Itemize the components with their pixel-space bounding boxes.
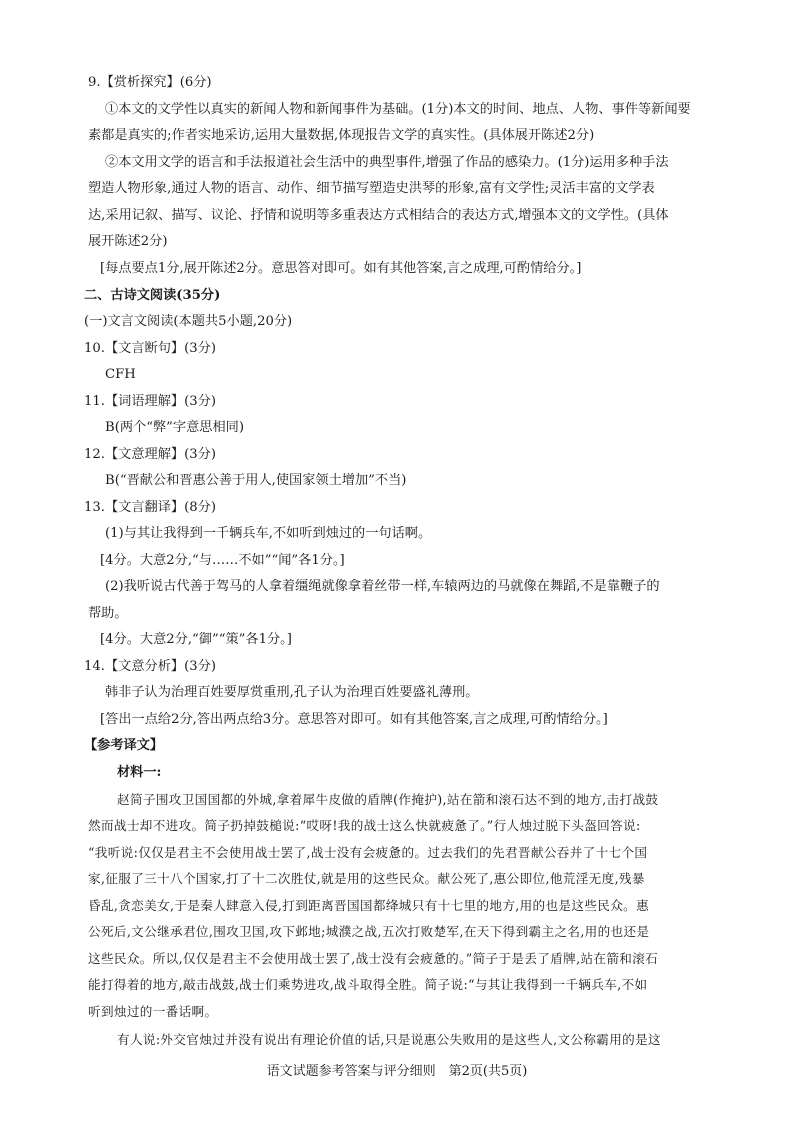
q9-scoring-note: [每点要点1分,展开陈述2分。意思答对即可。如有其他答案,言之成理,可酌情给分。] xyxy=(100,261,582,276)
q13-heading: 13.【文言翻译】(8分) xyxy=(84,500,216,515)
q9-line-6: 展开陈述2分) xyxy=(88,234,168,249)
q9-line-1: ①本文的文学性以真实的新闻人物和新闻事件为基础。(1分)本文的时间、地点、人物、事件等新闻要 xyxy=(105,102,691,117)
translation-line-4: 家,征服了三十八个国家,打了十二次胜仗,就是用的这些民众。献公死了,惠公即位,他荒淫无度,残暴 xyxy=(88,871,645,886)
q10-heading: 10.【文言断句】(3分) xyxy=(84,341,216,356)
q13-line-2: (2)我听说古代善于驾马的人拿着缰绳就像拿着丝带一样,车辕两边的马就像在舞蹈,不是靠鞭子的 xyxy=(105,579,660,594)
part2-subheading: (一)文言文阅读(本题共5小题,20分) xyxy=(84,314,293,329)
q14-scoring: [答出一点给2分,答出两点给3分。意思答对即可。如有其他答案,言之成理,可酌情给分。] xyxy=(100,712,608,727)
q14-answer: 韩非子认为治理百姓要厚赏重刑,孔子认为治理百姓要盛礼薄刑。 xyxy=(105,685,479,700)
translation-heading: 【参考译文】 xyxy=(84,738,164,753)
q9-line-4: 塑造人物形象,通过人物的语言、动作、细节描写塑造史洪琴的形象,富有文学性;灵活丰富的文学表 xyxy=(88,181,655,196)
translation-line-8: 能打得着的地方,敲击战鼓,战士们乘势进攻,战斗取得全胜。简子说:“与其让我得到一千辆兵车,不如 xyxy=(88,977,648,992)
translation-line-10: 有人说:外交官烛过并没有说出有理论价值的话,只是说惠公失败用的是这些人,文公称霸用的是这 xyxy=(117,1032,661,1047)
q9-line-3: ②本文用文学的语言和手法报道社会生活中的典型事件,增强了作品的感染力。(1分)运用多种手法 xyxy=(105,155,669,170)
q14-heading: 14.【文意分析】(3分) xyxy=(84,659,216,674)
q12-heading: 12.【文意理解】(3分) xyxy=(84,447,216,462)
q13-line-3: 帮助。 xyxy=(88,606,128,621)
translation-line-1: 赵简子围攻卫国国都的外城,拿着犀牛皮做的盾牌(作掩护),站在箭和滚石达不到的地方,击打战鼓 xyxy=(117,792,659,807)
q13-scoring-2: [4分。大意2分,“御”“策”各1分。] xyxy=(100,632,292,647)
translation-line-3: “我听说:仅仅是君主不会使用战士罢了,战士没有会疲惫的。过去我们的先君晋献公吞并了十七个国 xyxy=(88,845,648,860)
translation-line-6: 公死后,文公继承君位,围攻卫国,攻下邺地;城濮之战,五次打败楚军,在天下得到霸主之名,用的也还是 xyxy=(88,924,650,939)
q9-line-2: 素都是真实的;作者实地采访,运用大量数据,体现报告文学的真实性。(具体展开陈述2分) xyxy=(88,128,595,143)
material1-label: 材料一: xyxy=(117,765,162,780)
translation-line-2: 然而战士却不进攻。简子扔掉鼓槌说:“哎呀!我的战士这么快就疲惫了。”行人烛过脱下头盔回答说: xyxy=(88,818,641,833)
q9-heading: 9.【赏析探究】(6分) xyxy=(88,75,212,90)
q13-scoring-1: [4分。大意2分,“与……不如”“闻”各1分。] xyxy=(100,553,345,568)
q9-line-5: 达,采用记叙、描写、议论、抒情和说明等多重表达方式相结合的表达方式,增强本文的文学性。(具体 xyxy=(88,208,669,223)
q12-answer: B(“晋献公和晋惠公善于用人,使国家领土增加”不当) xyxy=(105,473,407,488)
translation-line-5: 昏乱,贪恋美女,于是秦人肆意入侵,打到距离晋国国都绛城只有十七里的地方,用的也是这些民众。惠 xyxy=(88,898,650,913)
q10-answer: CFH xyxy=(105,367,136,382)
q11-heading: 11.【词语理解】(3分) xyxy=(84,394,216,409)
translation-line-9: 听到烛过的一番话啊。 xyxy=(88,1004,218,1019)
page-footer: 语文试题参考答案与评分细则 第2页(共5页) xyxy=(266,1064,528,1079)
part2-heading: 二、古诗文阅读(35分) xyxy=(84,288,221,303)
q11-answer: B(两个“弊”字意思相同) xyxy=(105,420,244,435)
translation-line-7: 这些民众。所以,仅仅是君主不会使用战士罢了,战士没有会疲惫的。”简子于是丢了盾牌,站在箭和滚石 xyxy=(88,951,659,966)
q13-line-1: (1)与其让我得到一千辆兵车,不如听到烛过的一句话啊。 xyxy=(105,526,432,541)
